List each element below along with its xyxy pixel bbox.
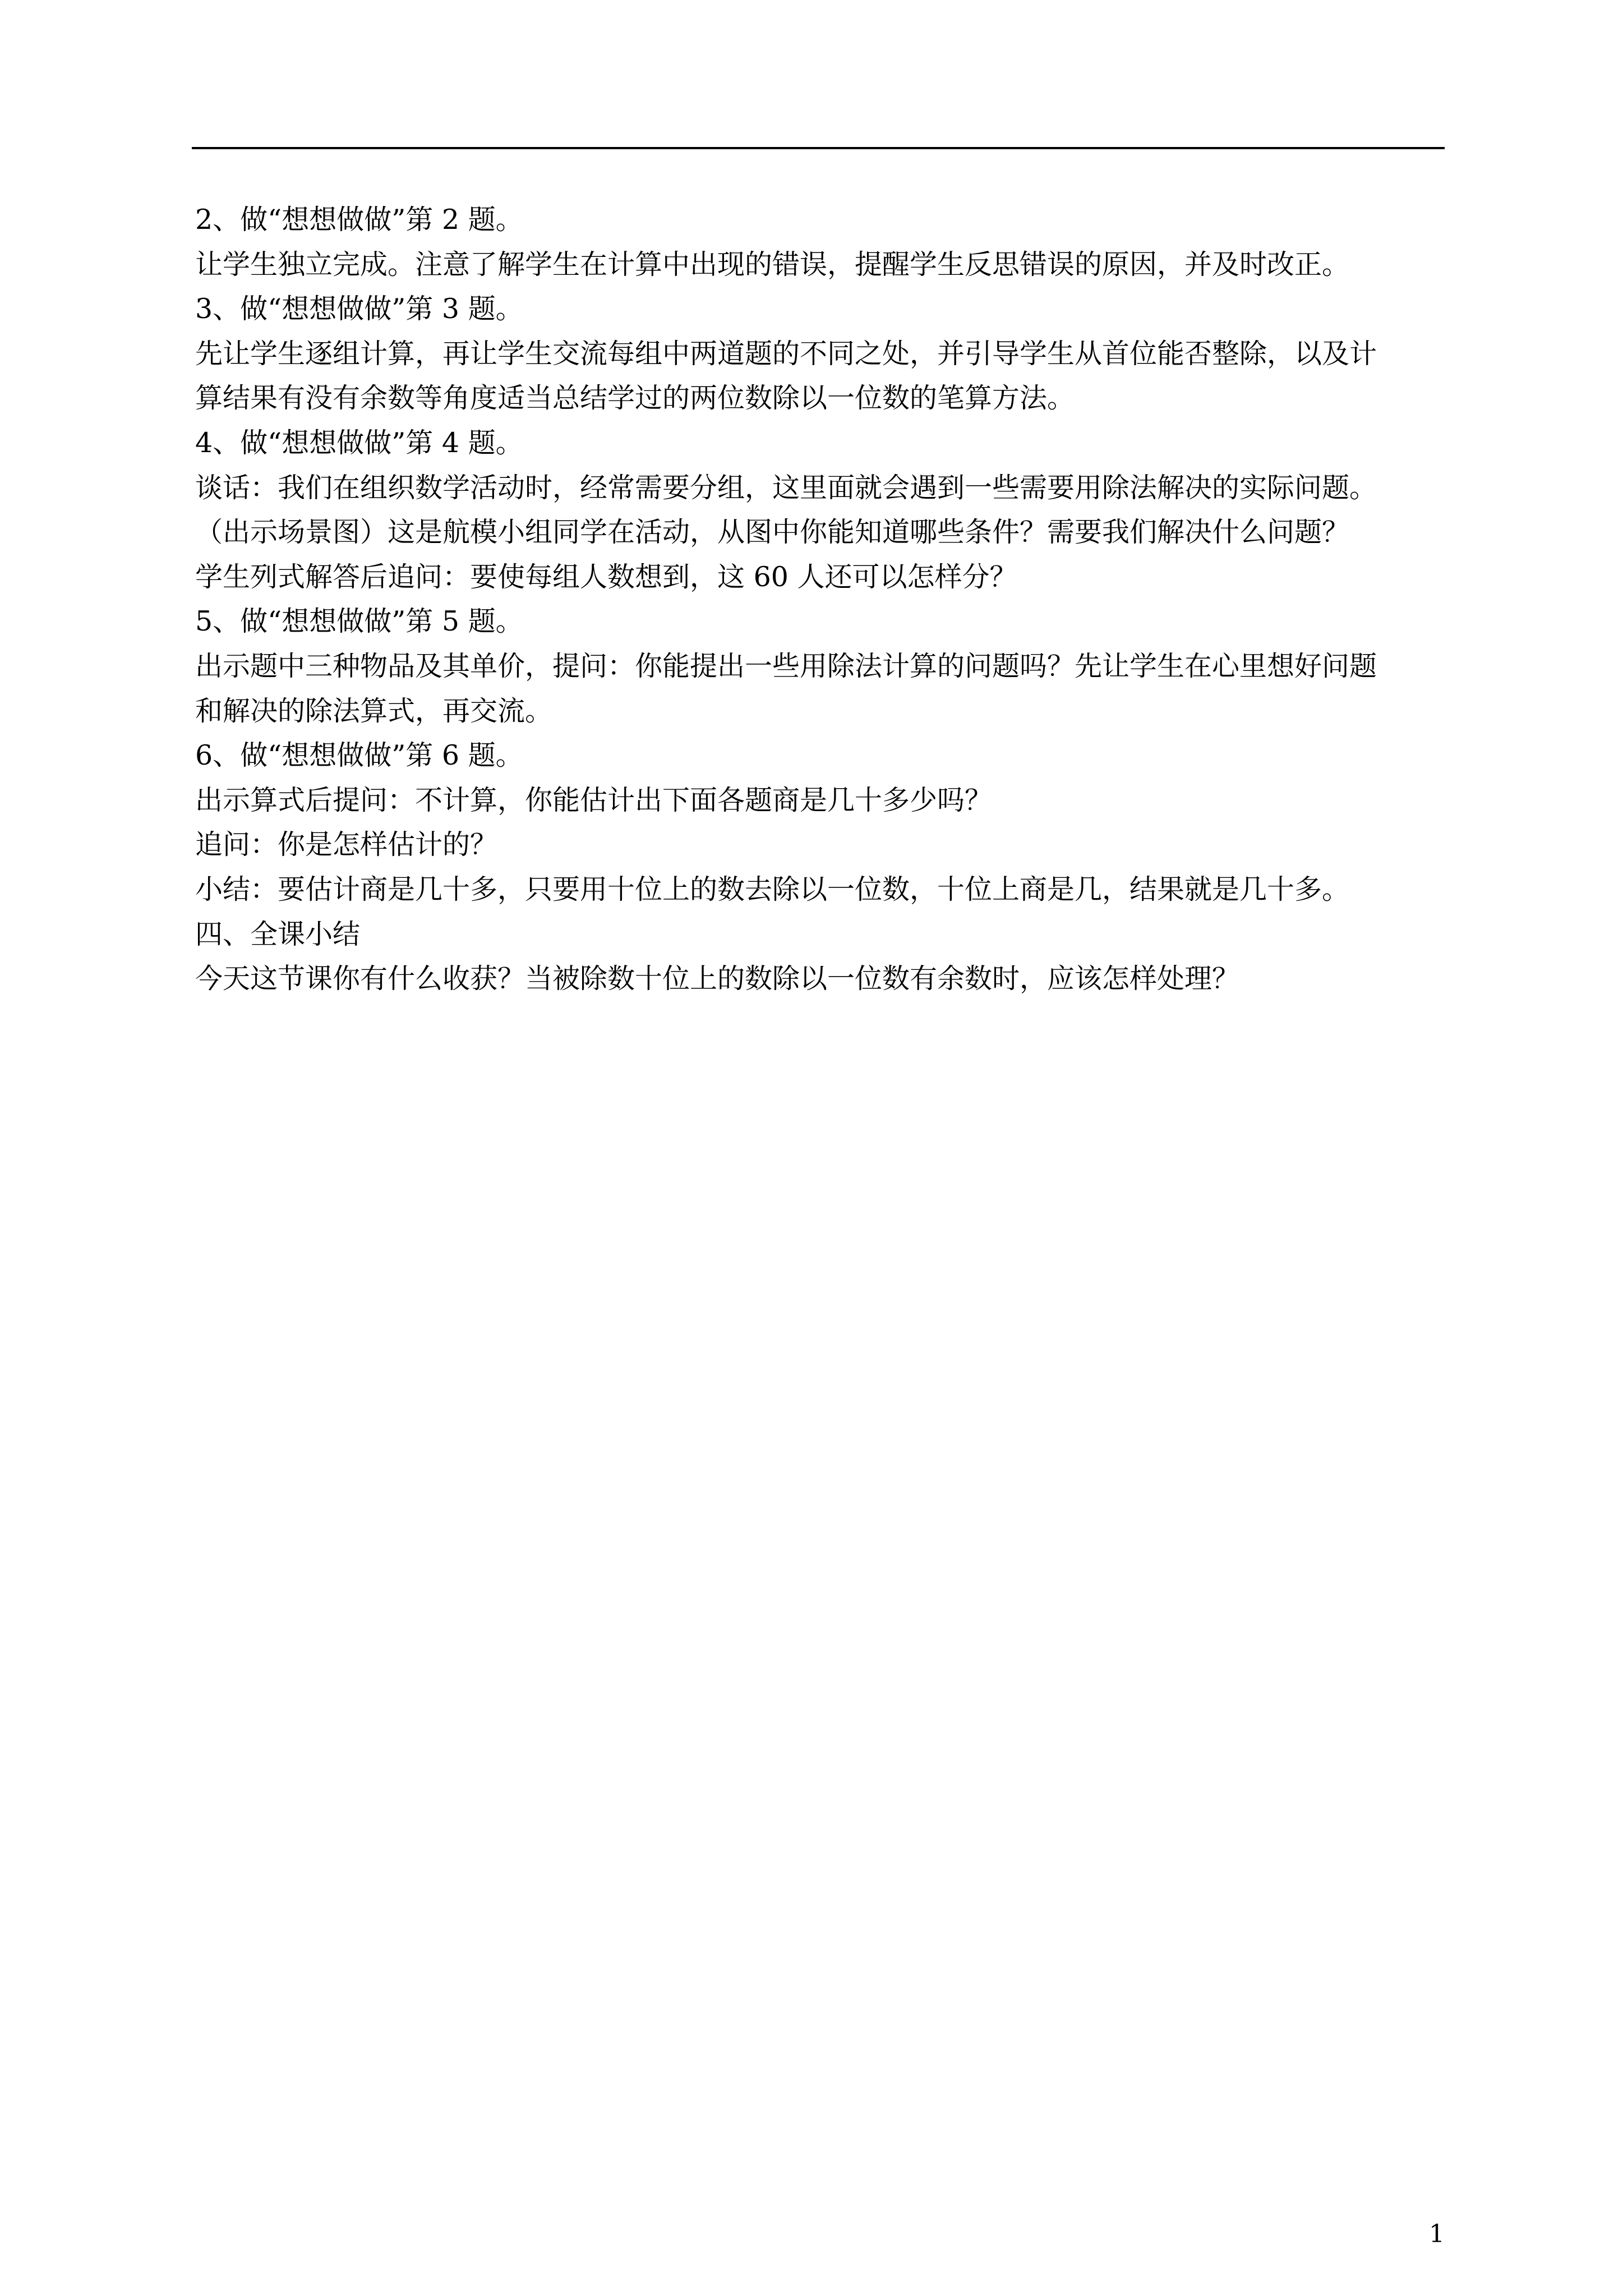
text-line: 5、做“想想做做”第 5 题。 [195, 605, 523, 638]
text-line: 算结果有没有余数等角度适当总结学过的两位数除以一位数的笔算方法。 [195, 382, 1075, 415]
text-line: 3、做“想想做做”第 3 题。 [195, 293, 523, 325]
document-body [195, 197, 1451, 1001]
text-line: 小结：要估计商是几十多，只要用十位上的数去除以一位数，十位上商是几，结果就是几十多。 [195, 873, 1350, 905]
text-line: 2、做“想想做做”第 2 题。 [195, 204, 523, 236]
text-line: 4、做“想想做做”第 4 题。 [195, 426, 523, 459]
section-heading: 四、全课小结 [195, 918, 361, 950]
text-line: 和解决的除法算式，再交流。 [195, 694, 553, 727]
page-number: 1 [1429, 2220, 1445, 2248]
text-line: 谈话：我们在组织数学活动时，经常需要分组，这里面就会遇到一些需要用除法解决的实际问题。 [195, 471, 1377, 504]
text-line: 6、做“想想做做”第 6 题。 [195, 739, 523, 772]
header-rule [192, 147, 1445, 149]
text-line: 出示题中三种物品及其单价，提问：你能提出一些用除法计算的问题吗？先让学生在心里想好问题 [195, 650, 1377, 682]
text-line: 学生列式解答后追问：要使每组人数想到，这 60 人还可以怎样分？ [195, 560, 1017, 593]
text-line: 今天这节课你有什么收获？当被除数十位上的数除以一位数有余数时，应该怎样处理？ [195, 963, 1240, 995]
text-line: 让学生独立完成。注意了解学生在计算中出现的错误，提醒学生反思错误的原因，并及时改正。 [195, 248, 1350, 280]
text-line: 先让学生逐组计算，再让学生交流每组中两道题的不同之处，并引导学生从首位能否整除，以及计 [195, 337, 1377, 370]
text-line: （出示场景图）这是航模小组同学在活动，从图中你能知道哪些条件？需要我们解决什么问题？ [195, 516, 1350, 549]
text-line: 追问：你是怎样估计的？ [195, 829, 498, 861]
text-line: 出示算式后提问：不计算，你能估计出下面各题商是几十多少吗？ [195, 784, 993, 816]
